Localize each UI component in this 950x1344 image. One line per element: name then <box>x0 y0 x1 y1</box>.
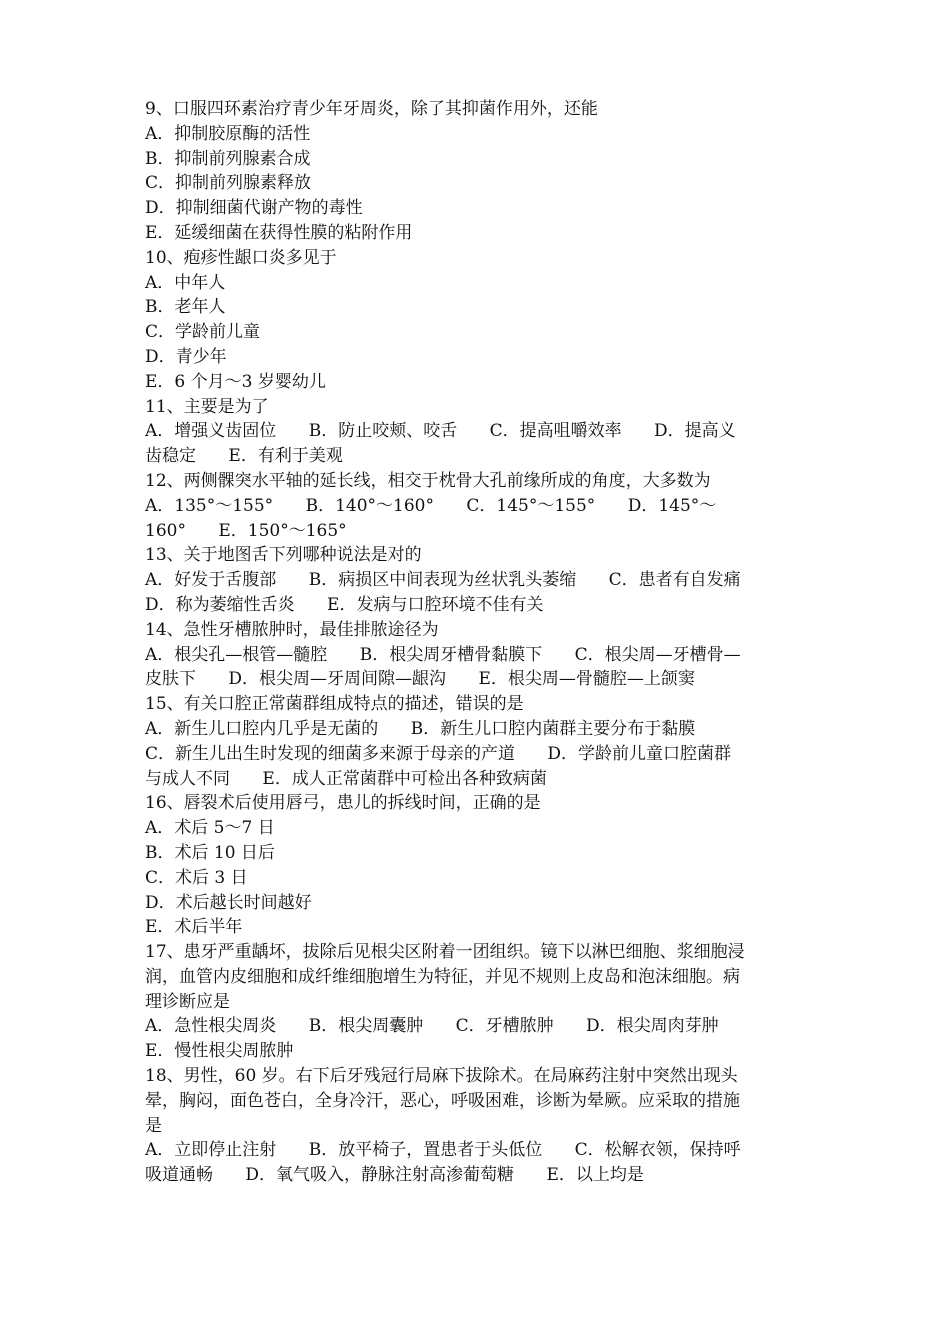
text-line: B．抑制前列腺素合成 <box>145 148 311 169</box>
text-line: 11、主要是为了 <box>145 396 269 417</box>
text-line: E．术后半年 <box>145 917 243 938</box>
text-line: 13、关于地图舌下列哪种说法是对的 <box>145 545 422 566</box>
text-line: 9、口服四环素治疗青少年牙周炎，除了其抑菌作用外，还能 <box>145 99 598 119</box>
text-line: 润，血管内皮细胞和成纤维细胞增生为特征，并见不规则上皮岛和泡沫细胞。病 <box>145 966 740 987</box>
text-line: A．中年人 <box>145 272 226 293</box>
text-line: E．延缓细菌在获得性膜的粘附作用 <box>145 222 413 243</box>
text-line: 17、患牙严重龋坏，拔除后见根尖区附着一团组织。镜下以淋巴细胞、浆细胞浸 <box>145 942 745 963</box>
text-line: D．抑制细菌代谢产物的毒性 <box>145 198 363 219</box>
text-line: 16、唇裂术后使用唇弓，患儿的拆线时间，正确的是 <box>145 793 541 814</box>
text-line: E．慢性根尖周脓肿 <box>145 1041 294 1062</box>
text-line: 皮肤下 D．根尖周—牙周间隙—龈沟 E．根尖周—骨髓腔—上颌窦 <box>145 669 695 690</box>
text-line: 晕，胸闷，面色苍白，全身冷汗，恶心，呼吸困难，诊断为晕厥。应采取的措施 <box>145 1090 740 1111</box>
text-line: 160° E．150°～165° <box>145 520 347 541</box>
text-line: A．立即停止注射 B．放平椅子，置患者于头低位 C．松解衣领，保持呼 <box>145 1140 741 1161</box>
text-line: 14、急性牙槽脓肿时，最佳排脓途径为 <box>145 619 439 640</box>
text-line: A．增强义齿固位 B．防止咬颊、咬舌 C．提高咀嚼效率 D．提高义 <box>145 421 736 442</box>
text-line: D．青少年 <box>145 346 227 367</box>
text-line: D．术后越长时间越好 <box>145 892 312 913</box>
text-line: D．称为萎缩性舌炎 E．发病与口腔环境不佳有关 <box>145 594 544 615</box>
text-line: B．术后 10 日后 <box>145 842 275 863</box>
text-line: 齿稳定 E．有利于美观 <box>145 446 343 467</box>
text-line: C．抑制前列腺素释放 <box>145 173 312 194</box>
text-line: 理诊断应是 <box>145 991 230 1012</box>
text-line: 15、有关口腔正常菌群组成特点的描述，错误的是 <box>145 694 524 715</box>
text-line: 18、男性，60 岁。右下后牙残冠行局麻下拔除术。在局麻药注射中突然出现头 <box>145 1066 738 1087</box>
text-line: A．根尖孔—根管—髓腔 B．根尖周牙槽骨黏膜下 C．根尖周—牙槽骨— <box>145 644 741 665</box>
text-line: A．抑制胶原酶的活性 <box>145 123 311 144</box>
text-line: E．6 个月～3 岁婴幼儿 <box>145 371 326 392</box>
text-line: A．好发于舌腹部 B．病损区中间表现为丝状乳头萎缩 C．患者有自发痛 <box>145 570 741 591</box>
question-text-block <box>145 97 815 1188</box>
text-line: C．学龄前儿童 <box>145 322 261 343</box>
text-line: A．新生儿口腔内几乎是无菌的 B．新生儿口腔内菌群主要分布于黏膜 <box>145 718 696 739</box>
text-line: 12、两侧髁突水平轴的延长线，相交于枕骨大孔前缘所成的角度，大多数为 <box>145 470 711 491</box>
text-line: 是 <box>145 1115 162 1136</box>
text-line: B．老年人 <box>145 297 226 318</box>
text-line: A．135°～155° B．140°～160° C．145°～155° D．145°～ <box>145 495 717 516</box>
text-line: C．术后 3 日 <box>145 867 248 888</box>
text-line: 10、疱疹性龈口炎多见于 <box>145 247 337 268</box>
text-line: A．急性根尖周炎 B．根尖周囊肿 C．牙槽脓肿 D．根尖周肉芽肿 <box>145 1016 719 1037</box>
text-line: C．新生儿出生时发现的细菌多来源于母亲的产道 D．学龄前儿童口腔菌群 <box>145 743 732 764</box>
text-line: A．术后 5～7 日 <box>145 818 275 839</box>
text-line: 与成人不同 E．成人正常菌群中可检出各种致病菌 <box>145 768 547 789</box>
text-line: 吸道通畅 D．氧气吸入，静脉注射高渗葡萄糖 E．以上均是 <box>145 1165 644 1186</box>
